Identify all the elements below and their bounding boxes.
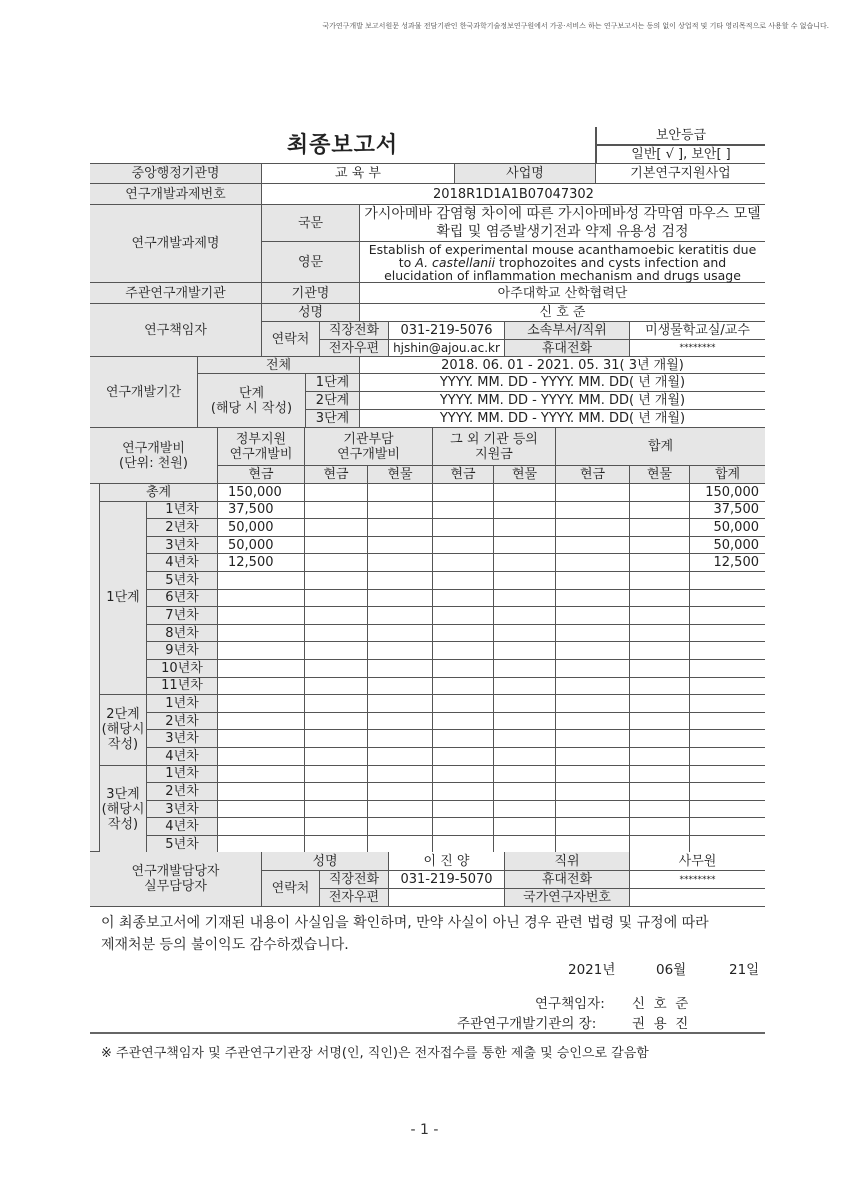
budget-cell (218, 836, 305, 854)
staff-label-text: 실무담당자 (144, 879, 207, 894)
budget-cell (494, 818, 556, 836)
budget-cell (556, 484, 630, 502)
budget-cell (494, 537, 556, 555)
budget-cell (368, 502, 433, 520)
staff-contact-label: 연락처 (262, 871, 320, 907)
budget-cell (494, 801, 556, 819)
budget-cell (556, 766, 630, 784)
budget-cell (630, 801, 690, 819)
budget-cell (494, 660, 556, 678)
program-label: 사업명 (455, 164, 596, 184)
institution-name-value: 아주대학교 산학협력단 (360, 283, 765, 304)
staff-mobile-label: 휴대전화 (505, 871, 630, 889)
period-stage-2-value: YYYY. MM. DD - YYYY. MM. DD( 년 개월) (360, 392, 765, 410)
period-stage-3-label: 3단계 (306, 410, 360, 428)
budget-cell (690, 607, 765, 625)
budget-cell (556, 730, 630, 748)
budget-cell: 150,000 (218, 484, 305, 502)
footnote: ※ 주관연구책임자 및 주관연구기관장 서명(인, 직인)은 전자접수를 통한 제출 및 승인으로 갈음함 (101, 1046, 649, 1061)
budget-cell (433, 766, 494, 784)
period-total-label: 전체 (198, 357, 360, 374)
budget-cell (218, 660, 305, 678)
budget-cell (368, 801, 433, 819)
budget-cell (368, 678, 433, 696)
budget-cell (494, 554, 556, 572)
stage-label-text: 작성) (107, 737, 139, 753)
budget-cell (368, 484, 433, 502)
budget-cell (368, 554, 433, 572)
budget-cell: 37,500 (690, 502, 765, 520)
budget-cell (305, 554, 368, 572)
english-title-text: trophozoites and cysts infection and (495, 254, 727, 270)
budget-cell (305, 801, 368, 819)
budget-cell (218, 695, 305, 713)
pi-dept-label: 소속부서/직위 (505, 322, 630, 340)
staff-position-value: 사무원 (630, 852, 765, 871)
korean-title-label: 국문 (262, 205, 360, 242)
budget-cell (630, 502, 690, 520)
budget-cell (433, 730, 494, 748)
period-stage-2-label: 2단계 (306, 392, 360, 410)
english-title-value (360, 242, 765, 283)
year-label: 2년차 (147, 783, 218, 801)
security-grade-value: 일반[ √ ], 보안[ ] (596, 145, 765, 164)
budget-label-text: 연구개발비 (122, 440, 185, 456)
budget-cell (433, 554, 494, 572)
budget-left-strip (90, 484, 100, 852)
budget-cell (368, 537, 433, 555)
budget-cell (690, 713, 765, 731)
pi-sign-name: 신 호 준 (632, 996, 689, 1012)
budget-cell (433, 642, 494, 660)
budget-cell (630, 748, 690, 766)
staff-name-value: 이 진 양 (389, 852, 505, 871)
budget-cell (494, 695, 556, 713)
budget-cell (218, 607, 305, 625)
budget-cell (690, 695, 765, 713)
year-label: 6년차 (147, 590, 218, 608)
budget-cell (218, 642, 305, 660)
stage3-label (100, 766, 147, 854)
budget-cell (556, 642, 630, 660)
usage-notice: 국가연구개발 보고서원문 성과물 전담기관인 한국과학기술정보연구원에서 가공·서비스 하는 연구보고서는 동의 없이 상업적 및 기타 영리목적으로 사용할 수 없습니다. (322, 22, 829, 30)
period-label: 연구개발기간 (90, 357, 198, 428)
year-label: 4년차 (147, 818, 218, 836)
year-label: 1년차 (147, 766, 218, 784)
budget-cell (556, 836, 630, 854)
budget-cell (433, 783, 494, 801)
budget-cell (556, 572, 630, 590)
budget-subheader: 현물 (630, 466, 690, 484)
english-title-text: to (398, 254, 416, 270)
budget-cell (218, 625, 305, 643)
budget-cell (556, 660, 630, 678)
other-funding-header (433, 428, 556, 466)
budget-cell (433, 502, 494, 520)
staff-office-phone-value: 031-219-5070 (389, 871, 505, 889)
budget-cell (368, 625, 433, 643)
budget-cell (305, 713, 368, 731)
budget-cell (630, 484, 690, 502)
date-day: 21일 (729, 962, 760, 978)
budget-cell (556, 537, 630, 555)
budget-cell (556, 519, 630, 537)
budget-cell (630, 678, 690, 696)
staff-name-label: 성명 (262, 852, 389, 871)
year-label: 7년차 (147, 607, 218, 625)
budget-cell (305, 695, 368, 713)
declaration-line-1: 이 최종보고서에 기재된 내용이 사실임을 확인하며, 만약 사실이 아닌 경우 관련 법령 및 규정에 따라 (101, 915, 709, 931)
budget-cell (556, 607, 630, 625)
stage-label-text: 작성) (107, 816, 139, 832)
budget-cell (556, 554, 630, 572)
pi-sign-label: 연구책임자: (535, 996, 605, 1012)
stage2-label (100, 695, 147, 765)
security-grade-label: 보안등급 (596, 127, 765, 145)
budget-cell (690, 590, 765, 608)
budget-cell: 50,000 (690, 519, 765, 537)
budget-subheader: 현금 (433, 466, 494, 484)
budget-cell (630, 519, 690, 537)
pi-office-phone-value: 031-219-5076 (389, 322, 505, 340)
budget-cell: 50,000 (218, 519, 305, 537)
budget-cell (305, 607, 368, 625)
budget-cell (305, 537, 368, 555)
budget-cell (494, 607, 556, 625)
budget-cell (690, 642, 765, 660)
english-title-line-3: elucidation of inflammation mechanism and drugs usage (384, 267, 741, 283)
budget-cell (690, 748, 765, 766)
budget-cell (690, 660, 765, 678)
budget-cell (556, 818, 630, 836)
budget-cell (494, 642, 556, 660)
program-value: 기본연구지원사업 (596, 164, 765, 184)
budget-cell (305, 642, 368, 660)
stage-label-text: (해당시 (101, 801, 145, 817)
budget-cell (218, 783, 305, 801)
budget-subheader: 현금 (218, 466, 305, 484)
budget-subheader: 합계 (690, 466, 765, 484)
budget-cell (494, 590, 556, 608)
header-text: 연구개발비 (337, 446, 400, 462)
budget-cell (218, 713, 305, 731)
budget-cell (305, 678, 368, 696)
budget-cell (433, 713, 494, 731)
pi-name-label: 성명 (262, 304, 360, 322)
budget-cell (630, 783, 690, 801)
budget-cell (630, 713, 690, 731)
budget-cell (494, 713, 556, 731)
stage-label-text: 3단계 (106, 786, 140, 802)
budget-cell (433, 625, 494, 643)
budget-cell (305, 748, 368, 766)
stage1-label (100, 502, 147, 696)
budget-cell (630, 836, 690, 854)
budget-cell (433, 748, 494, 766)
stage-label-note: (해당 시 작성) (210, 400, 293, 416)
gov-funding-header (218, 428, 305, 466)
period-stage-1-label: 1단계 (306, 374, 360, 392)
year-label: 4년차 (147, 748, 218, 766)
budget-cell (218, 730, 305, 748)
budget-cell (556, 713, 630, 731)
budget-cell: 12,500 (218, 554, 305, 572)
budget-cell (305, 590, 368, 608)
year-label: 2년차 (147, 713, 218, 731)
budget-cell (556, 748, 630, 766)
declaration-line-2: 제재처분 등의 불이익도 감수하겠습니다. (101, 937, 349, 953)
pi-mobile-value: ******** (630, 340, 765, 357)
budget-cell (433, 660, 494, 678)
budget-cell (690, 625, 765, 643)
staff-researcher-no-value (630, 889, 765, 907)
budget-cell (494, 625, 556, 643)
year-label: 8년차 (147, 625, 218, 643)
institution-name-label: 기관명 (262, 283, 360, 304)
budget-cell (630, 607, 690, 625)
budget-cell (368, 766, 433, 784)
budget-cell (556, 801, 630, 819)
sum-header: 합계 (556, 428, 765, 466)
budget-cell (433, 836, 494, 854)
budget-cell (630, 572, 690, 590)
budget-cell (556, 502, 630, 520)
head-sign-name: 권 용 진 (632, 1016, 689, 1032)
year-label: 1년차 (147, 502, 218, 520)
staff-email-label: 전자우편 (320, 889, 389, 907)
page-number: - 1 - (410, 1122, 439, 1138)
english-title-label: 영문 (262, 242, 360, 283)
budget-cell (494, 730, 556, 748)
budget-cell (218, 818, 305, 836)
budget-cell (690, 766, 765, 784)
report-title: 최종보고서 (90, 127, 596, 164)
agency-label: 중앙행정기관명 (90, 164, 262, 184)
pi-email-value: hjshin@ajou.ac.kr (389, 340, 505, 357)
budget-cell (368, 572, 433, 590)
staff-mobile-value: ******** (630, 871, 765, 889)
year-label: 5년차 (147, 572, 218, 590)
budget-cell (630, 660, 690, 678)
budget-cell (630, 625, 690, 643)
header-text: 지원금 (475, 446, 513, 462)
budget-cell (218, 801, 305, 819)
stage-label-text: 단계 (238, 385, 265, 401)
budget-unit: (단위: 천원) (119, 455, 188, 471)
budget-cell (433, 572, 494, 590)
year-label: 9년차 (147, 642, 218, 660)
year-label: 11년차 (147, 678, 218, 696)
budget-cell (556, 678, 630, 696)
budget-cell (305, 818, 368, 836)
budget-cell (690, 572, 765, 590)
budget-subheader: 현금 (556, 466, 630, 484)
budget-cell (690, 801, 765, 819)
budget-cell (433, 818, 494, 836)
budget-cell (630, 554, 690, 572)
budget-cell (433, 607, 494, 625)
budget-cell (305, 625, 368, 643)
budget-cell (368, 660, 433, 678)
budget-cell: 50,000 (218, 537, 305, 555)
year-label: 5년차 (147, 836, 218, 854)
budget-cell (368, 590, 433, 608)
budget-cell (556, 625, 630, 643)
staff-researcher-no-label: 국가연구자번호 (505, 889, 630, 907)
staff-label-text: 연구개발담당자 (131, 864, 220, 879)
budget-cell (368, 818, 433, 836)
budget-cell (305, 730, 368, 748)
year-label: 3년차 (147, 537, 218, 555)
budget-cell (630, 766, 690, 784)
total-row-label: 총계 (100, 484, 218, 502)
budget-cell (630, 642, 690, 660)
budget-cell (368, 607, 433, 625)
budget-cell: 150,000 (690, 484, 765, 502)
budget-cell (433, 678, 494, 696)
budget-cell (368, 730, 433, 748)
period-stage-1-value: YYYY. MM. DD - YYYY. MM. DD( 년 개월) (360, 374, 765, 392)
budget-cell (556, 783, 630, 801)
budget-cell (494, 484, 556, 502)
budget-cell (305, 519, 368, 537)
year-label: 4년차 (147, 554, 218, 572)
budget-cell (433, 695, 494, 713)
english-title-line-2 (399, 256, 726, 269)
budget-cell (433, 484, 494, 502)
budget-cell (305, 572, 368, 590)
stage-label-text: 1단계 (106, 590, 140, 606)
budget-cell (494, 783, 556, 801)
budget-cell (433, 537, 494, 555)
budget-cell (368, 783, 433, 801)
budget-cell (556, 590, 630, 608)
budget-cell (690, 730, 765, 748)
project-number-label: 연구개발과제번호 (90, 184, 262, 205)
staff-label (90, 852, 262, 907)
budget-subheader: 현물 (368, 466, 433, 484)
budget-cell (556, 695, 630, 713)
budget-cell (218, 678, 305, 696)
year-label: 3년차 (147, 801, 218, 819)
budget-cell (690, 818, 765, 836)
budget-cell (305, 783, 368, 801)
year-label: 10년차 (147, 660, 218, 678)
pi-label: 연구책임자 (90, 304, 262, 357)
period-stage-3-value: YYYY. MM. DD - YYYY. MM. DD( 년 개월) (360, 410, 765, 428)
budget-cell: 50,000 (690, 537, 765, 555)
header-text: 그 외 기관 등의 (450, 431, 538, 447)
period-stage-label (198, 374, 306, 428)
english-title-line-1: Establish of experimental mouse acanthamoebic keratitis due (368, 241, 757, 257)
inst-funding-header (305, 428, 433, 466)
head-sign-label: 주관연구개발기관의 장: (457, 1016, 597, 1032)
institution-label: 주관연구개발기관 (90, 283, 262, 304)
stage-label-text: 2단계 (106, 707, 140, 723)
budget-cell (433, 519, 494, 537)
budget-cell (494, 748, 556, 766)
footnote-divider (90, 1032, 765, 1034)
budget-cell (305, 766, 368, 784)
budget-cell (494, 502, 556, 520)
budget-cell (368, 836, 433, 854)
budget-subheader: 현물 (494, 466, 556, 484)
year-label: 2년차 (147, 519, 218, 537)
budget-cell (690, 836, 765, 854)
budget-cell (630, 537, 690, 555)
budget-cell (368, 713, 433, 731)
budget-cell (305, 660, 368, 678)
budget-cell: 12,500 (690, 554, 765, 572)
budget-cell (368, 695, 433, 713)
budget-cell (494, 766, 556, 784)
date-year: 2021년 (568, 962, 616, 978)
pi-email-label: 전자우편 (320, 340, 389, 357)
period-total-value: 2018. 06. 01 - 2021. 05. 31( 3년 개월) (360, 357, 765, 374)
header-text: 기관부담 (343, 431, 394, 447)
budget-cell (218, 590, 305, 608)
budget-cell (218, 748, 305, 766)
budget-subheader: 현금 (305, 466, 368, 484)
project-title-label: 연구개발과제명 (90, 205, 262, 283)
korean-title-value: 가시아메바 감염형 차이에 따른 가시아메바성 각막염 마우스 모델 확립 및 염증발생기전과 약제 유용성 검정 (360, 205, 765, 242)
budget-cell (494, 519, 556, 537)
pi-dept-value: 미생물학교실/교수 (630, 322, 765, 340)
budget-cell (305, 502, 368, 520)
budget-cell (218, 766, 305, 784)
budget-cell (690, 783, 765, 801)
budget-cell (494, 678, 556, 696)
year-label: 1년차 (147, 695, 218, 713)
budget-cell (368, 642, 433, 660)
agency-value: 교 육 부 (262, 164, 455, 184)
budget-cell (305, 836, 368, 854)
pi-office-phone-label: 직장전화 (320, 322, 389, 340)
budget-cell (305, 484, 368, 502)
budget-cell (690, 678, 765, 696)
date-month: 06월 (656, 962, 687, 978)
budget-cell (218, 572, 305, 590)
budget-label (90, 428, 218, 484)
species-name: A. castellanii (415, 254, 496, 270)
pi-mobile-label: 휴대전화 (505, 340, 630, 357)
header-text: 연구개발비 (229, 446, 293, 462)
budget-cell: 37,500 (218, 502, 305, 520)
pi-name-value: 신 호 준 (360, 304, 765, 322)
budget-cell (494, 572, 556, 590)
pi-contact-label: 연락처 (262, 322, 320, 357)
staff-office-phone-label: 직장전화 (320, 871, 389, 889)
year-label: 3년차 (147, 730, 218, 748)
budget-cell (368, 748, 433, 766)
stage-label-text: (해당시 (101, 722, 145, 738)
staff-email-value (389, 889, 505, 907)
project-number-value: 2018R1D1A1B07047302 (262, 184, 765, 205)
budget-cell (630, 730, 690, 748)
budget-cell (368, 519, 433, 537)
budget-cell (494, 836, 556, 854)
staff-position-label: 직위 (505, 852, 630, 871)
budget-cell (433, 590, 494, 608)
budget-cell (630, 818, 690, 836)
budget-cell (433, 801, 494, 819)
budget-cell (630, 695, 690, 713)
budget-cell (630, 590, 690, 608)
header-text: 정부지원 (235, 431, 287, 447)
